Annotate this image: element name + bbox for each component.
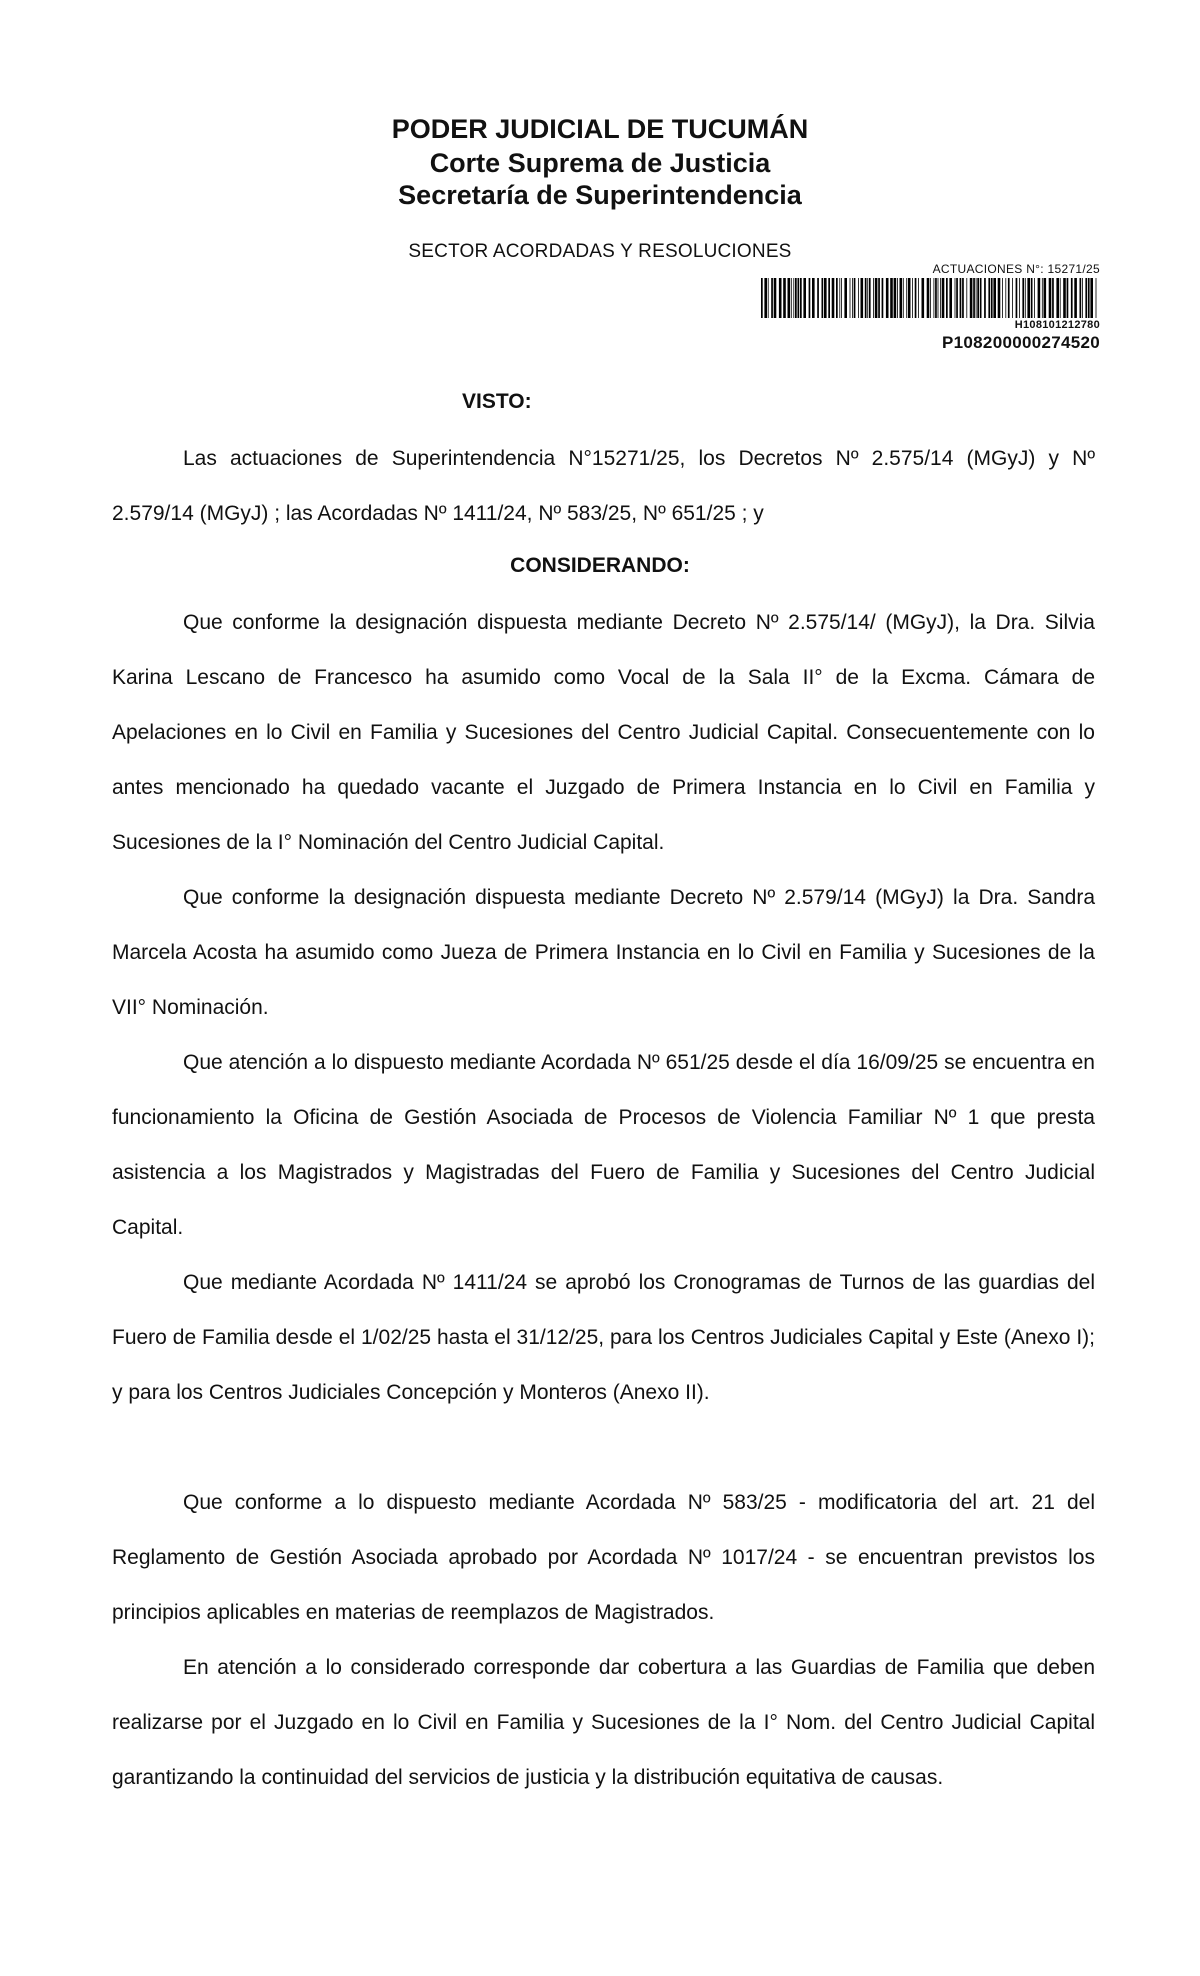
barcode-bar bbox=[960, 278, 962, 318]
barcode-bar bbox=[1034, 278, 1035, 318]
barcode-bar bbox=[993, 278, 996, 318]
barcode-bar bbox=[1049, 278, 1052, 318]
barcode-bar bbox=[828, 278, 830, 318]
court-subtitle: Corte Suprema de Justicia bbox=[429, 148, 771, 178]
paragraph-considerando-1: Que conforme la designación dispuesta mediante Decreto Nº 2.575/14/ (MGyJ), la Dra. Silvia Karina Lescano de Francesco ha asumido como Vocal de la Sala II° de la Excma. Cámara de Apelaciones en lo Civil en Familia y Sucesiones del Centro Judicial Capital. Consecuentemente con lo antes mencionado ha quedado vacante el Juzgado de Primera Instancia en lo Civil en Familia y Sucesiones de la I° Nominación del Centro Judicial Capital. bbox=[112, 611, 1095, 854]
barcode-bar bbox=[918, 278, 919, 318]
barcode-bar bbox=[798, 278, 800, 318]
visto-heading: VISTO: bbox=[462, 390, 532, 413]
barcode-bar bbox=[861, 278, 864, 318]
considerando-heading: CONSIDERANDO: bbox=[510, 554, 690, 577]
barcode-bar bbox=[1090, 278, 1093, 318]
barcode-bar bbox=[865, 278, 867, 318]
barcode-bar bbox=[1052, 278, 1054, 318]
barcode-bar bbox=[1071, 278, 1073, 318]
barcode-bar bbox=[912, 278, 913, 318]
barcode-bar bbox=[976, 278, 977, 318]
barcode-bar bbox=[980, 278, 982, 318]
secretariat-title: Secretaría de Superintendencia bbox=[398, 180, 802, 210]
barcode-bar bbox=[930, 278, 931, 318]
barcode-bar bbox=[878, 278, 880, 318]
barcode-bar bbox=[1005, 278, 1006, 318]
paragraph-considerando-4: Que mediante Acordada Nº 1411/24 se aprobó los Cronogramas de Turnos de las guardias del Fuero de Familia desde el 1/02/25 hasta el 31/12/25, para los Centros Judiciales Capital y Este (Anexo I); y para los Centros Judiciales Concepción y Monteros (Anexo II). bbox=[112, 1271, 1095, 1404]
barcode-bar bbox=[973, 278, 975, 318]
barcode-bar bbox=[966, 278, 967, 318]
barcode-bar bbox=[1080, 278, 1082, 318]
barcode-bar bbox=[832, 278, 835, 318]
barcode-bar bbox=[1056, 278, 1059, 318]
barcode-bar bbox=[1012, 278, 1013, 318]
barcode-bar bbox=[875, 278, 878, 318]
barcode-bar bbox=[890, 278, 893, 318]
barcode-bar bbox=[795, 278, 797, 318]
barcode-bar bbox=[1067, 278, 1069, 318]
paragraph-considerando-6: En atención a lo considerado corresponde dar cobertura a las Guardias de Familia que deben realizarse por el Juzgado en lo Civil en Familia y Sucesiones de la I° Nom. del Centro Judicial Capital garantizando la continuidad del servicios de justicia y la distribución equitativa de causas. bbox=[112, 1656, 1095, 1789]
barcode-bar bbox=[800, 278, 802, 318]
barcode-bar bbox=[935, 278, 937, 318]
barcode-bar bbox=[788, 278, 791, 318]
barcode-bar bbox=[779, 278, 782, 318]
barcode-bar bbox=[869, 278, 871, 318]
barcode-bar bbox=[761, 278, 763, 318]
barcode-bar bbox=[998, 278, 1001, 318]
barcode-bar bbox=[1074, 278, 1077, 318]
paragraph-considerando-2: Que conforme la designación dispuesta mediante Decreto Nº 2.579/14 (MGyJ) la Dra. Sandra Marcela Acosta ha asumido como Jueza de Primera Instancia en lo Civil en Familia y Sucesiones de la VII° Nominación. bbox=[112, 886, 1095, 1019]
barcode-bar bbox=[764, 278, 767, 318]
barcode-bar bbox=[886, 278, 889, 318]
barcode-bar bbox=[908, 278, 911, 318]
barcode-bar bbox=[934, 278, 935, 318]
barcode-bar bbox=[817, 278, 819, 318]
barcode-bar bbox=[803, 278, 806, 318]
barcode-bar bbox=[844, 278, 847, 318]
barcode-bar bbox=[1042, 278, 1043, 318]
barcode-bar bbox=[1031, 278, 1033, 318]
barcode-bar bbox=[1082, 278, 1083, 318]
barcode-bar bbox=[882, 278, 884, 318]
barcode-bar bbox=[962, 278, 964, 318]
barcode-bar bbox=[836, 278, 838, 318]
barcode-bar bbox=[1008, 278, 1010, 318]
barcode-bar bbox=[970, 278, 973, 318]
barcode-bar bbox=[867, 278, 868, 318]
barcode-bar bbox=[956, 278, 958, 318]
sector-label: SECTOR ACORDADAS Y RESOLUCIONES bbox=[408, 241, 792, 262]
barcode-bar bbox=[791, 278, 792, 318]
barcode-bar bbox=[894, 278, 897, 318]
barcode-bar bbox=[1019, 278, 1020, 318]
barcode-bar bbox=[854, 278, 856, 318]
barcode-bar bbox=[839, 278, 840, 318]
barcode-bar bbox=[1085, 278, 1087, 318]
barcode-bar bbox=[824, 278, 827, 318]
barcode-bar bbox=[915, 278, 917, 318]
barcode-bar bbox=[793, 278, 794, 318]
barcode-bar bbox=[903, 278, 904, 318]
barcode-bar bbox=[1002, 278, 1003, 318]
court-name: PODER JUDICIAL DE TUCUMÁN bbox=[391, 114, 809, 144]
barcode-bar bbox=[809, 278, 811, 318]
barcode-bar bbox=[858, 278, 859, 318]
paragraph-considerando-3: Que atención a lo dispuesto mediante Acordada Nº 651/25 desde el día 16/09/25 se encuentra en funcionamiento la Oficina de Gestión Asociada de Procesos de Violencia Familiar Nº 1 que presta asistencia a los Magistrados y Magistradas del Fuero de Familia y Sucesiones del Centro Judicial Capital. bbox=[112, 1051, 1095, 1239]
barcode-bar bbox=[1038, 278, 1041, 318]
barcode-bar bbox=[1044, 278, 1047, 318]
barcode-bar bbox=[949, 278, 952, 318]
paragraph-visto: Las actuaciones de Superintendencia N°15271/25, los Decretos Nº 2.575/14 (MGyJ) y Nº 2.579/14 (MGyJ) ; las Acordadas Nº 1411/24, Nº 583/25, Nº 651/25 ; y bbox=[112, 447, 1095, 525]
barcode-bar bbox=[1022, 278, 1024, 318]
barcode-bar bbox=[955, 278, 956, 318]
actuaciones-number: ACTUACIONES N°: 15271/25 bbox=[932, 262, 1100, 276]
paragraph-considerando-5: Que conforme a lo dispuesto mediante Acordada Nº 583/25 - modificatoria del art. 21 del Reglamento de Gestión Asociada aprobado por Acordada Nº 1017/24 - se encuentran previstos los principios aplicables en materias de reemplazos de Magistrados. bbox=[112, 1491, 1095, 1624]
barcode-bar bbox=[988, 278, 990, 318]
barcode-bar bbox=[774, 278, 777, 318]
barcode-bar bbox=[984, 278, 986, 318]
barcode-block bbox=[760, 262, 1100, 354]
barcode-bar bbox=[922, 278, 925, 318]
barcode-bar bbox=[927, 278, 930, 318]
barcode-bar bbox=[897, 278, 898, 318]
barcode-bar bbox=[991, 278, 993, 318]
barcode-bar bbox=[852, 278, 853, 318]
barcode-bar bbox=[1027, 278, 1030, 318]
barcode-bar bbox=[900, 278, 903, 318]
barcode-bar bbox=[873, 278, 874, 318]
barcode-bar bbox=[850, 278, 851, 318]
barcode-image bbox=[760, 278, 1100, 318]
barcode-bar bbox=[946, 278, 948, 318]
barcode-bar bbox=[1096, 278, 1097, 318]
barcode-bar bbox=[822, 278, 824, 318]
barcode-bar bbox=[1088, 278, 1090, 318]
barcode-bar bbox=[942, 278, 945, 318]
barcode-bar bbox=[977, 278, 979, 318]
barcode-bar bbox=[1063, 278, 1066, 318]
barcode-bar bbox=[812, 278, 815, 318]
barcode-bar bbox=[1060, 278, 1061, 318]
barcode-bar bbox=[841, 278, 842, 318]
barcode-bar bbox=[768, 278, 769, 318]
barcode-number: H108101212780 bbox=[1014, 319, 1100, 331]
barcode-bar bbox=[771, 278, 773, 318]
barcode-bar bbox=[783, 278, 786, 318]
barcode-bar bbox=[938, 278, 939, 318]
barcode-bar bbox=[906, 278, 907, 318]
barcode-bar bbox=[1016, 278, 1018, 318]
barcode-bar bbox=[940, 278, 941, 318]
barcode-bar bbox=[1025, 278, 1026, 318]
document-code: P108200000274520 bbox=[942, 333, 1100, 352]
